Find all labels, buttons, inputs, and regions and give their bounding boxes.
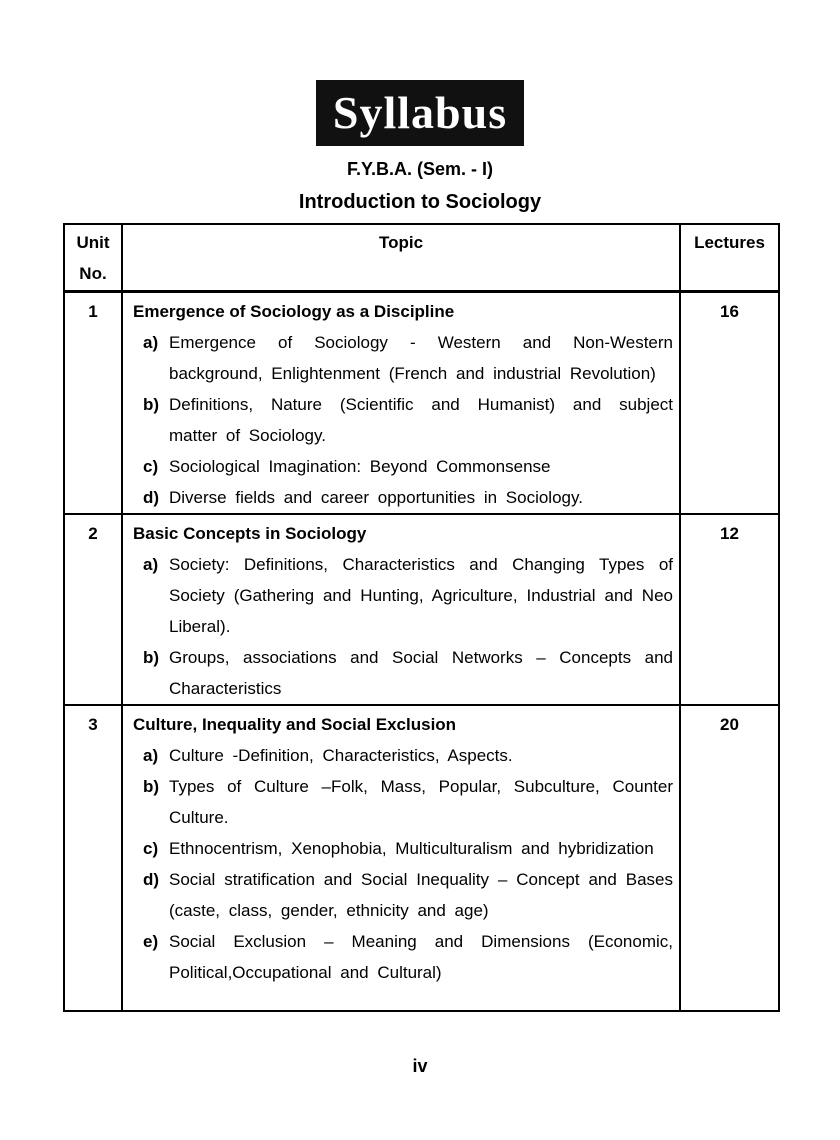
item-label: a) (143, 746, 159, 765)
unit-title: Basic Concepts in Sociology (133, 524, 367, 543)
topic-item (133, 389, 673, 451)
item-label: b) (143, 777, 160, 796)
item-label: c) (143, 457, 159, 476)
table-row-unit-2 (64, 514, 779, 705)
item-label: b) (143, 648, 160, 667)
syllabus-table (63, 223, 780, 1012)
column-header-lectures: Lectures (680, 224, 779, 292)
item-label: a) (143, 333, 159, 352)
item-text: Social Exclusion – Meaning and Dimensions (Economic, Political,Occupational and Cultural) (169, 932, 673, 982)
syllabus-banner (316, 80, 524, 146)
topic-cell (122, 514, 680, 705)
item-label: d) (143, 870, 160, 889)
topic-item (133, 926, 673, 988)
unit-title: Culture, Inequality and Social Exclusion (133, 715, 457, 734)
topic-item (133, 327, 673, 389)
item-text: Types of Culture –Folk, Mass, Popular, Subculture, Counter Culture. (169, 777, 673, 827)
item-text: Ethnocentrism, Xenophobia, Multiculturalism and hybridization (169, 839, 654, 858)
topic-item (133, 549, 673, 642)
unit-number: 1 (64, 292, 122, 515)
item-text: Society: Definitions, Characteristics and Changing Types of Society (Gathering and Hunting, Agriculture, Industrial and Neo Liberal). (169, 555, 673, 636)
item-text: Groups, associations and Social Networks – Concepts and Characteristics (169, 648, 673, 698)
unit-number: 3 (64, 705, 122, 1011)
banner-container (0, 0, 840, 146)
item-label: c) (143, 839, 159, 858)
topic-item (133, 642, 673, 704)
topic-item (133, 833, 673, 864)
page-number: iv (412, 1056, 428, 1076)
unit-lectures: 12 (680, 514, 779, 705)
unit-number: 2 (64, 514, 122, 705)
program-title: F.Y.B.A. (Sem. - I) (346, 159, 494, 179)
item-text: Definitions, Nature (Scientific and Humanist) and subject matter of Sociology. (169, 395, 673, 445)
topic-item (133, 451, 673, 482)
table-row-unit-1 (64, 292, 779, 515)
unit-lectures: 20 (680, 705, 779, 1011)
table-row-unit-3 (64, 705, 779, 1011)
table-header-row (64, 224, 779, 292)
topic-item (133, 482, 673, 513)
item-text: Culture -Definition, Characteristics, Aspects. (169, 746, 513, 765)
item-text: Diverse fields and career opportunities in Sociology. (169, 488, 583, 507)
topic-item (133, 740, 673, 771)
topic-item (133, 864, 673, 926)
item-label: d) (143, 488, 160, 507)
topic-cell (122, 292, 680, 515)
item-text: Social stratification and Social Inequality – Concept and Bases (caste, class, gender, ethnicity and age) (169, 870, 673, 920)
topic-cell (122, 705, 680, 1011)
column-header-topic: Topic (122, 224, 680, 292)
item-label: b) (143, 395, 160, 414)
topic-item (133, 771, 673, 833)
unit-title: Emergence of Sociology as a Discipline (133, 302, 455, 321)
item-label: e) (143, 932, 159, 951)
syllabus-banner-label: Syllabus (332, 87, 508, 138)
item-text: Sociological Imagination: Beyond Commonsense (169, 457, 551, 476)
item-text: Emergence of Sociology - Western and Non-Western background, Enlightenment (French and industrial Revolution) (169, 333, 673, 383)
column-header-unit-no: Unit No. (64, 224, 122, 292)
unit-lectures: 16 (680, 292, 779, 515)
item-label: a) (143, 555, 159, 574)
course-title: Introduction to Sociology (298, 191, 542, 213)
